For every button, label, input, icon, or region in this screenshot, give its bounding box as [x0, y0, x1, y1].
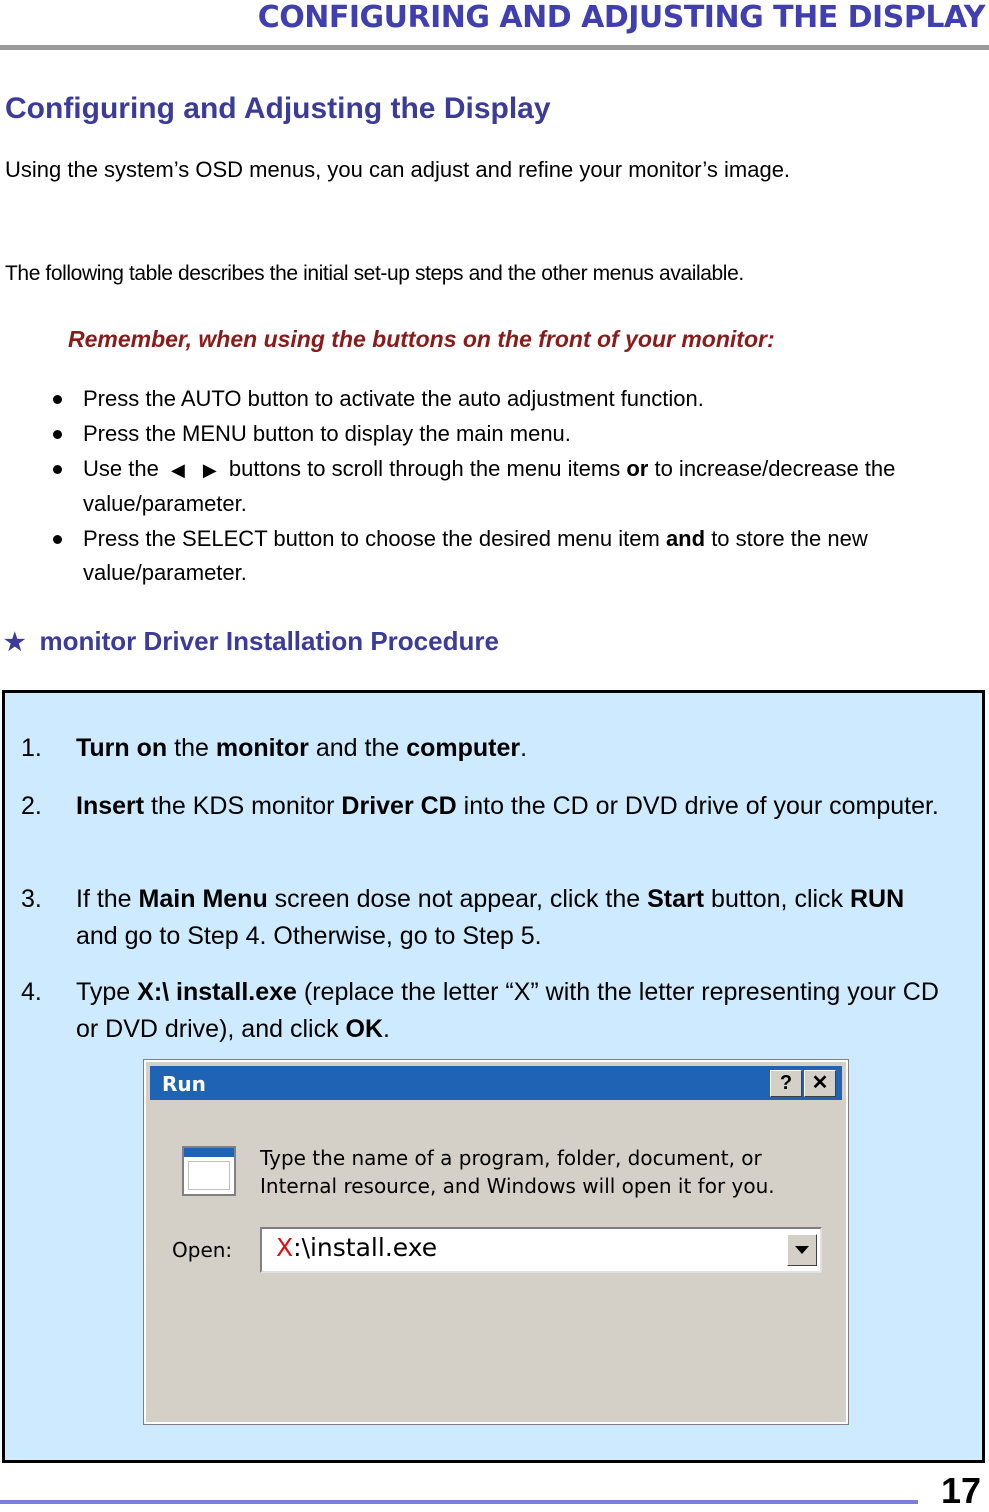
run-dialog-message: Type the name of a program, folder, document, or Internal resource, and Windows will open it for you. [260, 1146, 775, 1198]
list-item [83, 522, 973, 590]
list-item [83, 382, 973, 416]
step-number: 2. [21, 792, 42, 820]
list-item-text: Press the SELECT button to choose the desired menu item [83, 526, 660, 551]
list-item-text: to increase/decrease the value/parameter. [83, 456, 896, 516]
right-arrow-icon: ▶ [202, 460, 217, 480]
bullet-icon [53, 465, 62, 474]
header-title: CONFIGURING AND ADJUSTING THE DISPLAY [257, 0, 985, 35]
remember-note: Remember, when using the buttons on the front of your monitor: [68, 326, 775, 352]
help-button[interactable]: ? [770, 1070, 802, 1097]
table-note-paragraph: The following table describes the initial set-up steps and the other menus available. [5, 262, 744, 285]
bullet-icon [53, 395, 62, 404]
page-number: 17 [940, 1470, 981, 1511]
step-number: 1. [21, 734, 42, 762]
chevron-down-icon [795, 1246, 809, 1254]
list-item [83, 417, 973, 451]
list-item [83, 452, 973, 521]
section-title: Configuring and Adjusting the Display [5, 92, 551, 125]
step-number: 4. [21, 978, 42, 1006]
header-rule [0, 45, 989, 50]
step-text: If the Main Menu screen dose not appear, click the Start button, click RUN and go to Step 4. Otherwise, go to Step 5. [76, 885, 905, 950]
emphasis-and: and [665, 526, 706, 551]
open-input-value[interactable]: X:\install.exe [276, 1233, 438, 1262]
left-arrow-icon: ◀ [170, 460, 185, 480]
step-number: 3. [21, 885, 42, 913]
close-button[interactable]: ✕ [804, 1070, 836, 1097]
footer-rule [0, 1500, 918, 1504]
emphasis-or: or [626, 456, 649, 481]
list-item-text: to store the new value/parameter. [83, 526, 868, 585]
procedure-heading [4, 626, 499, 657]
dropdown-button[interactable] [787, 1234, 817, 1266]
run-dialog-titlebar[interactable] [150, 1066, 842, 1100]
program-window-icon [182, 1146, 236, 1196]
star-icon: ★ [4, 629, 26, 656]
list-item-text: buttons to scroll through the menu items [228, 456, 621, 481]
list-item-text: Press the MENU button to display the main menu. [83, 421, 571, 446]
open-combobox[interactable] [260, 1227, 822, 1273]
step-text: Turn on the monitor and the computer. [76, 734, 528, 762]
run-dialog-title: Run [162, 1072, 206, 1096]
step-text: Insert the KDS monitor Driver CD into the CD or DVD drive of your computer. [76, 792, 939, 820]
list-item-text: Press the AUTO button to activate the auto adjustment function. [83, 386, 704, 411]
procedure-title: monitor Driver Installation Procedure [39, 626, 499, 656]
bullet-icon [53, 535, 62, 544]
step-text: Type X:\ install.exe (replace the letter “X” with the letter representing your CD or DVD drive), and click OK. [76, 978, 939, 1043]
run-dialog [144, 1060, 848, 1424]
intro-paragraph: Using the system’s OSD menus, you can adjust and refine your monitor’s image. [5, 157, 791, 182]
list-item-text: Use the [83, 456, 159, 481]
bullet-icon [53, 430, 62, 439]
open-label: Open: [172, 1238, 233, 1262]
